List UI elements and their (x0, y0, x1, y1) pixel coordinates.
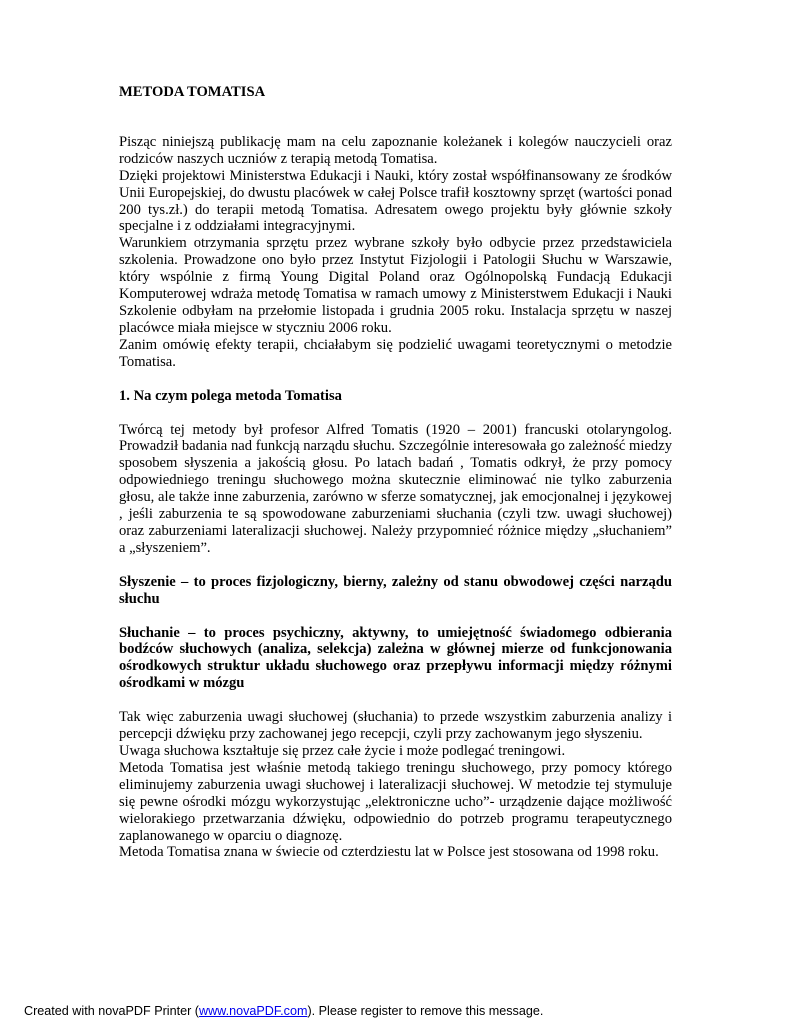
spacer (119, 692, 672, 709)
spacer (119, 371, 672, 388)
section-heading: 1. Na czym polega metoda Tomatisa (119, 387, 342, 404)
closing-paragraph: Tak więc zaburzenia uwagi słuchowej (słuchania) to przede wszystkim zaburzenia analizy i percepcji dźwięku przy zachowanej jego recepcji, czyli przy zachowanym jego słyszeniu. (119, 709, 672, 743)
novapdf-link[interactable]: www.novaPDF.com (198, 1004, 308, 1018)
closing-section (119, 709, 672, 861)
document-body (119, 84, 672, 861)
section1-paragraph: Twórcą tej metody był profesor Alfred Tomatis (1920 – 2001) francuski otolaryngolog. Prowadził badania nad funkcją narządu słuchu. Szczególnie interesowała go zależność miedzy sposobem słyszenia a jakością głosu. Po latach badań , Tomatis odkrył, że przy pomocy odpowiedniego treningu słuchowego można skutecznie eliminować nie tylko zaburzenia głosu, ale także inne zaburzenia, zarówno w sferze somatycznej, jak emocjonalnej i językowej , jeśli zaburzenia te są spowodowane zaburzeniami słuchania (czyli tzw. uwagi słuchowej) oraz zaburzeniami lateralizacji słuchowej. Należy przypomnieć różnice między „słuchaniem” a „słyszeniem”. (119, 421, 672, 556)
pdf-watermark-footer (24, 1004, 543, 1019)
document-title: METODA TOMATISA (119, 84, 266, 100)
section1-body (119, 422, 672, 557)
closing-paragraph: Metoda Tomatisa jest właśnie metodą takiego treningu słuchowego, przy pomocy którego eliminujemy zaburzenia uwagi słuchowej i lateralizacji słuchowej. W metodzie tej stymuluje się pewne ośrodki mózgu wykorzystując „elektroniczne ucho”- urządzenie dające możliwość wielorakiego przetwarzania dźwięku, odpowiednio do potrzeb programu terapeutycznego zaplanowanego w oparciu o diagnozę. (119, 759, 672, 844)
spacer (119, 405, 672, 422)
intro-section (119, 134, 672, 371)
closing-paragraph: Metoda Tomatisa znana w świecie od czterdziestu lat w Polsce jest stosowana od 1998 roku. (119, 844, 659, 861)
spacer (119, 608, 672, 625)
definition-hearing: Słyszenie – to proces fizjologiczny, bierny, zależny od stanu obwodowej części narządu słuchu (119, 573, 672, 607)
spacer (119, 557, 672, 574)
definition-listening: Słuchanie – to proces psychiczny, aktywny, to umiejętność świadomego odbierania bodźców słuchowych (analiza, selekcja) zależna w głównej mierze od funkcjonowania ośrodkowych struktur układu słuchowego oraz przepływu informacji między różnymi ośrodkami w mózgu (119, 624, 672, 692)
footer-prefix: Created with novaPDF Printer ( (24, 1004, 199, 1018)
intro-paragraph: Warunkiem otrzymania sprzętu przez wybrane szkoły było odbycie przez przedstawiciela szkolenia. Prowadzone ono było przez Instytut Fizjologii i Patologii Słuchu w Warszawie, który wspólnie z firmą Young Digital Poland oraz Ogólnopolską Fundacją Edukacji Komputerowej wdraża metodę Tomatisa w ramach umowy z Ministerstwem Edukacji i Nauki Szkolenie odbyłam na przełomie listopada i grudnia 2005 roku. Instalacja sprzętu w naszej placówce miała miejsce w styczniu 2006 roku. (119, 235, 672, 336)
intro-paragraph: Pisząc niniejszą publikację mam na celu zapoznanie koleżanek i kolegów nauczycieli oraz rodziców naszych uczniów z terapią metodą Tomatisa. (119, 133, 672, 167)
spacer (119, 101, 672, 134)
closing-paragraph: Uwaga słuchowa kształtuje się przez całe życie i może podlegać treningowi. (119, 743, 566, 759)
intro-paragraph: Dzięki projektowi Ministerstwa Edukacji i Nauki, który został współfinansowany ze środków Unii Europejskiej, do dwustu placówek w całej Polsce trafił kosztowny sprzęt (wartości ponad 200 tys.zł.) do terapii metodą Tomatisa. Adresatem owego projektu były głównie szkoły specjalne i z oddziałami integracyjnymi. (119, 167, 672, 235)
intro-paragraph: Zanim omówię efekty terapii, chciałabym się podzielić uwagami teoretycznymi o metodzie Tomatisa. (119, 336, 672, 370)
footer-suffix: ). Please register to remove this message. (307, 1004, 544, 1018)
